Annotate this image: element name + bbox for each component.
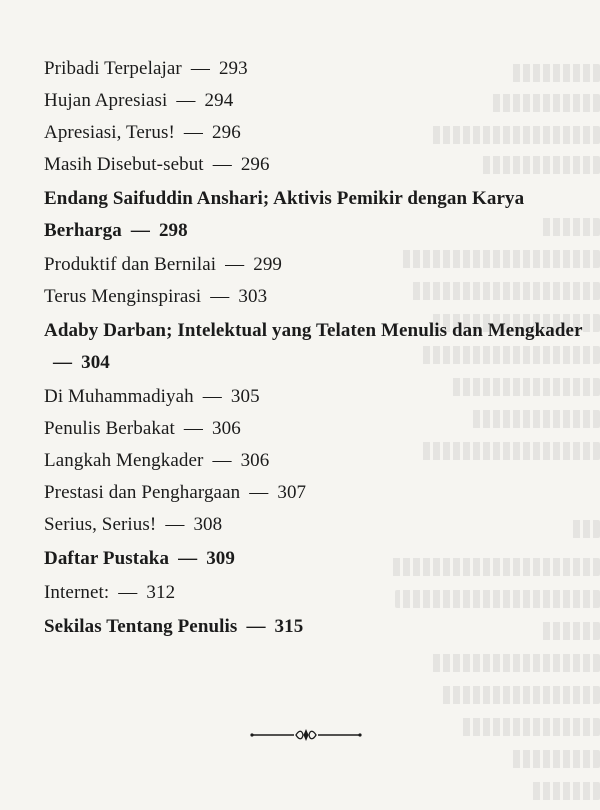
toc-entry-page-number: 306 xyxy=(240,450,270,471)
toc-entry-title: Hujan Apresiasi xyxy=(44,90,168,111)
toc-entry-separator: — xyxy=(210,286,230,307)
toc-entry-title: Endang Saifuddin Anshari; Aktivis Pemikir dengan Karya Berharga xyxy=(44,188,525,241)
toc-subsection-entry xyxy=(44,445,584,477)
toc-entry-separator: — xyxy=(165,514,185,535)
toc-entry-separator: — xyxy=(190,58,210,79)
toc-subsection-entry xyxy=(44,85,584,117)
toc-entry-separator: — xyxy=(183,418,203,439)
toc-entry-page-number: 294 xyxy=(204,90,234,111)
toc-entry-title: Sekilas Tentang Penulis xyxy=(44,616,238,637)
toc-subsection-entry xyxy=(44,413,584,445)
toc-entry-title: Prestasi dan Penghargaan xyxy=(44,482,241,503)
toc-entry-separator: — xyxy=(118,582,138,603)
toc-entry-title: Pribadi Terpelajar xyxy=(44,58,182,79)
toc-entry-page-number: 293 xyxy=(218,58,248,79)
toc-subsection-entry xyxy=(44,381,584,413)
toc-entry-page-number: 296 xyxy=(240,154,270,175)
toc-entry-title: Penulis Berbakat xyxy=(44,418,175,439)
toc-entry-page-number: 305 xyxy=(230,386,260,407)
toc-entry-title: Terus Menginspirasi xyxy=(44,286,202,307)
toc-entry-title: Serius, Serius! xyxy=(44,514,157,535)
toc-subsection-entry xyxy=(44,281,584,313)
toc-entry-separator: — xyxy=(130,220,150,241)
toc-entry-page-number: 306 xyxy=(212,418,241,439)
toc-entry-title: Apresiasi, Terus! xyxy=(44,122,175,143)
toc-subsection-entry xyxy=(44,53,584,85)
toc-entry-page-number: 308 xyxy=(193,514,223,535)
toc-entry-page-number: 307 xyxy=(277,482,307,503)
toc-entry-title: Daftar Pustaka xyxy=(44,548,170,569)
toc-entry-separator: — xyxy=(53,352,73,373)
toc-entry-page-number: 298 xyxy=(158,220,188,241)
toc-chapter-entry xyxy=(44,609,584,645)
toc-entry-page-number: 315 xyxy=(274,616,304,637)
toc-entry-separator: — xyxy=(183,122,203,143)
toc-entry-title: Produktif dan Bernilai xyxy=(44,254,217,275)
toc-entry-separator: — xyxy=(249,482,269,503)
table-of-contents xyxy=(44,53,584,645)
toc-entry-separator: — xyxy=(176,90,196,111)
toc-subsection-entry xyxy=(44,149,584,181)
toc-entry-separator: — xyxy=(212,154,232,175)
toc-entry-page-number: 303 xyxy=(238,286,268,307)
toc-entry-separator: — xyxy=(246,616,266,637)
toc-entry-separator: — xyxy=(225,254,245,275)
toc-chapter-entry xyxy=(44,181,589,249)
toc-subsection-entry xyxy=(44,509,584,541)
toc-entry-title: Di Muhammadiyah xyxy=(44,386,194,407)
toc-entry-page-number: 304 xyxy=(81,352,110,373)
toc-entry-title: Internet: xyxy=(44,582,110,603)
toc-subsection-entry xyxy=(44,477,584,509)
toc-entry-separator: — xyxy=(212,450,232,471)
toc-entry-title: Langkah Mengkader xyxy=(44,450,204,471)
toc-subsection-entry xyxy=(44,117,584,149)
toc-chapter-entry xyxy=(44,313,589,381)
toc-entry-title: Adaby Darban; Intelektual yang Telaten Menulis dan Mengkader xyxy=(44,320,583,341)
toc-entry-page-number: 312 xyxy=(146,582,176,603)
toc-subsection-entry xyxy=(44,249,584,281)
toc-entry-separator: — xyxy=(178,548,198,569)
toc-entry-separator: — xyxy=(202,386,222,407)
toc-entry-page-number: 299 xyxy=(253,254,283,275)
toc-entry-page-number: 296 xyxy=(212,122,241,143)
toc-entry-title: Masih Disebut-sebut xyxy=(44,154,204,175)
toc-subsection-entry xyxy=(44,577,584,609)
toc-chapter-entry xyxy=(44,541,584,577)
toc-entry-page-number: 309 xyxy=(206,548,235,569)
divider-flourish-icon xyxy=(250,728,362,742)
